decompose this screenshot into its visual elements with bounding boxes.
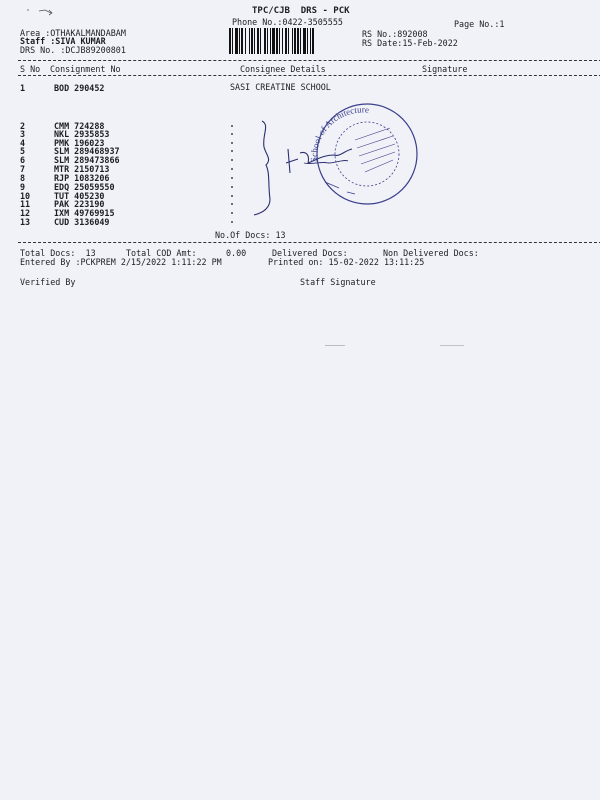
non-delivered-docs: Non Delivered Docs: <box>383 248 479 258</box>
total-cod-label: Total COD Amt: <box>126 248 197 258</box>
row-serial-number: 1 <box>20 83 26 93</box>
signature-dot <box>231 203 233 205</box>
total-docs: Total Docs: 13 <box>20 248 96 258</box>
row-consignment-number: EDQ 25059550 <box>54 182 115 192</box>
area-label: Area :OTHAKALMANDABAM <box>20 28 126 38</box>
signature-dot <box>231 125 233 127</box>
row-serial-number: 12 <box>20 208 31 218</box>
signature-dot <box>231 186 233 188</box>
svg-text:School of Architecture: School of Architecture <box>308 104 370 163</box>
verified-by: Verified By <box>20 277 76 287</box>
row-consignment-number: PAK 223190 <box>54 199 105 209</box>
printed-on: Printed on: 15-02-2022 13:11:25 <box>268 257 425 267</box>
column-header-sno: S No <box>20 64 41 74</box>
row-consignment-number: TUT 405230 <box>54 191 105 201</box>
separator-line <box>18 242 600 243</box>
staff-signature: Staff Signature <box>300 277 376 287</box>
total-cod-amount: 0.00 <box>226 248 247 258</box>
signature-dot <box>231 142 233 144</box>
scan-mark <box>25 7 65 15</box>
row-serial-number: 2 <box>20 121 26 131</box>
phone-number: Phone No.:0422-3505555 <box>232 17 343 27</box>
row-consignment-number: CMM 724288 <box>54 121 105 131</box>
delivered-docs: Delivered Docs: <box>272 248 348 258</box>
row-serial-number: 8 <box>20 173 26 183</box>
row-consignment-number: SLM 289468937 <box>54 146 120 156</box>
row-serial-number: 5 <box>20 146 26 156</box>
row-consignment-number: SLM 289473866 <box>54 155 120 165</box>
column-header-signature: Signature <box>422 64 468 74</box>
drs-number: DRS No. :DCJB89200801 <box>20 45 126 55</box>
separator-line <box>18 75 600 76</box>
entered-by: Entered By :PCKPREM 2/15/2022 1:11:22 PM <box>20 257 222 267</box>
column-header-consignment: Consignment No <box>50 64 121 74</box>
consignee-details: SASI CREATINE SCHOOL <box>230 82 331 92</box>
row-serial-number: 13 <box>20 217 31 227</box>
school-stamp-seal <box>295 100 425 205</box>
row-serial-number: 6 <box>20 155 26 165</box>
row-serial-number: 3 <box>20 129 26 139</box>
row-serial-number: 10 <box>20 191 31 201</box>
signature-dot <box>231 159 233 161</box>
page-number: Page No.:1 <box>454 19 505 29</box>
scan-speck <box>325 345 345 346</box>
row-consignment-number: CUD 3136049 <box>54 217 110 227</box>
signature-dot <box>231 221 233 223</box>
row-consignment-number: IXM 49769915 <box>54 208 115 218</box>
rs-number: RS No.:892008 <box>362 29 428 39</box>
scan-speck <box>440 345 464 346</box>
rs-date: RS Date:15-Feb-2022 <box>362 38 458 48</box>
row-consignment-number: NKL 2935853 <box>54 129 110 139</box>
barcode <box>229 28 357 54</box>
no-of-docs: No.Of Docs: 13 <box>215 230 286 240</box>
column-header-consignee: Consignee Details <box>240 64 326 74</box>
separator-line <box>18 60 600 61</box>
signature-dot <box>231 177 233 179</box>
signature-dot <box>231 150 233 152</box>
row-serial-number: 11 <box>20 199 31 209</box>
row-consignment-number: MTR 2150713 <box>54 164 110 174</box>
row-consignment-number: PMK 196023 <box>54 138 105 148</box>
staff-label: Staff :SIVA KUMAR <box>20 36 106 46</box>
document-title: TPC/CJB DRS - PCK <box>252 6 350 16</box>
signature-dot <box>231 168 233 170</box>
row-consignment-number: BOD 290452 <box>54 83 105 93</box>
signature-dot <box>231 195 233 197</box>
row-consignment-number: RJP 1083206 <box>54 173 110 183</box>
row-serial-number: 4 <box>20 138 26 148</box>
table-row <box>20 217 280 227</box>
row-serial-number: 7 <box>20 164 26 174</box>
row-serial-number: 9 <box>20 182 26 192</box>
signature-dot <box>231 133 233 135</box>
signature-dot <box>231 212 233 214</box>
